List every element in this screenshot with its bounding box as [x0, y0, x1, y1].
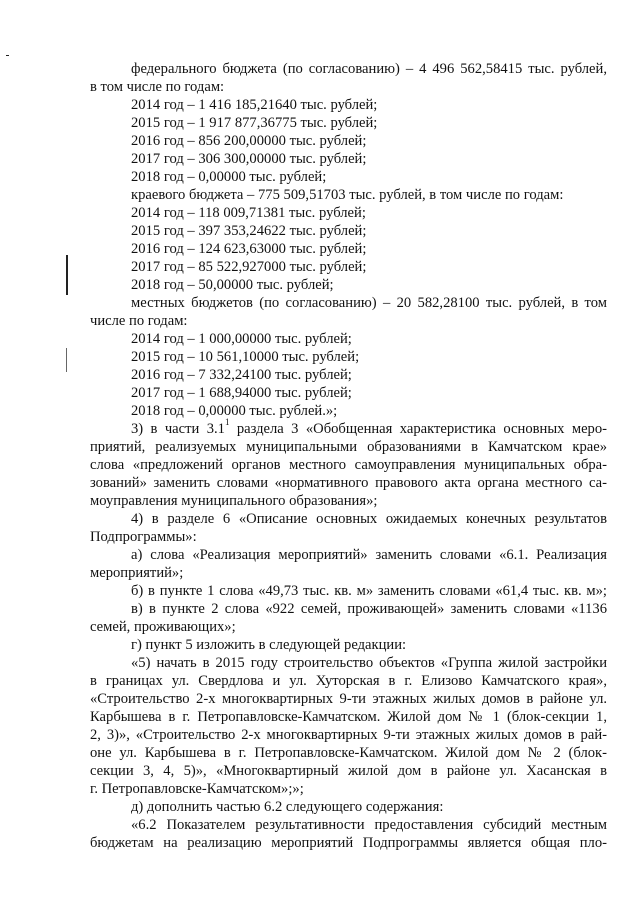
text-line: б) в пункте 1 слова «49,73 тыс. кв. м» заменить словами «61,4 тыс. кв. м»;	[131, 583, 607, 599]
margin-mark-lower	[66, 348, 67, 372]
text-line: «5) начать в 2015 году строительство объектов «Группа жилой застройки	[131, 655, 607, 671]
text-line-start: 3) в части 3.1	[131, 421, 225, 437]
text-line: 4) в разделе 6 «Описание основных ожидаемых конечных результатов	[131, 511, 607, 527]
text-line: 2016 год – 856 200,00000 тыс. рублей;	[131, 133, 367, 149]
text-line: д) дополнить частью 6.2 следующего содержания:	[131, 799, 444, 815]
margin-mark-top	[6, 55, 9, 56]
text-line: Карбышева в г. Петропавловске-Камчатском. Жилой дом № 1 (блок-секции 1,	[90, 709, 607, 725]
text-line: в) в пункте 2 слова «922 семей, проживающей» заменить словами «1136	[131, 601, 607, 617]
text-line: федерального бюджета (по согласованию) – 4 496 562,58415 тыс. рублей,	[131, 61, 607, 77]
text-line	[131, 417, 607, 438]
text-line: бюджетам на реализацию мероприятий Подпрограммы является общая пло-	[90, 835, 607, 851]
text-line: 2018 год – 50,00000 тыс. рублей;	[131, 277, 334, 293]
text-line: 2018 год – 0,00000 тыс. рублей;	[131, 169, 327, 185]
text-line: «Строительство 2-х многоквартирных 9-ти этажных жилых домов в районе ул.	[90, 691, 607, 707]
text-line: слова «предложений органов местного самоуправления муниципальных обра-	[90, 457, 607, 473]
text-line: числе по годам:	[90, 313, 188, 329]
text-line: краевого бюджета – 775 509,51703 тыс. рублей, в том числе по годам:	[131, 187, 564, 203]
text-line: 2014 год – 1 000,00000 тыс. рублей;	[131, 331, 352, 347]
text-line: 2015 год – 1 917 877,36775 тыс. рублей;	[131, 115, 378, 131]
superscript: 1	[224, 417, 230, 428]
text-line: местных бюджетов (по согласованию) – 20 582,28100 тыс. рублей, в том	[131, 295, 607, 311]
text-line: 2014 год – 118 009,71381 тыс. рублей;	[131, 205, 366, 221]
text-line: 2014 год – 1 416 185,21640 тыс. рублей;	[131, 97, 378, 113]
text-line: мероприятий»;	[90, 565, 184, 581]
text-line: секции 3, 4, 5)», «Многоквартирный жилой дом в районе ул. Хасанская в	[90, 763, 607, 779]
text-line: а) слова «Реализация мероприятий» заменить словами «6.1. Реализация	[131, 547, 607, 563]
text-line: 2, 3)», «Строительство 2-х многоквартирных 9-ти этажных жилых домов в рай-	[90, 727, 607, 743]
text-line: 2015 год – 397 353,24622 тыс. рублей;	[131, 223, 367, 239]
text-line: 2017 год – 1 688,94000 тыс. рублей;	[131, 385, 352, 401]
text-line: 2018 год – 0,00000 тыс. рублей.»;	[131, 403, 338, 419]
text-line-rest: раздела 3 «Обобщенная характеристика основных меро-	[229, 421, 607, 437]
text-line: в границах ул. Свердлова и ул. Хуторская в г. Елизово Камчатского края»,	[90, 673, 607, 689]
text-line: Подпрограммы»:	[90, 529, 197, 545]
text-line: 2015 год – 10 561,10000 тыс. рублей;	[131, 349, 360, 365]
text-line: зований» заменить словами «нормативного правового акта органа местного са-	[90, 475, 607, 491]
text-line: в том числе по годам:	[90, 79, 225, 95]
text-line: семей, проживающих»;	[90, 619, 236, 635]
text-line: моуправления муниципального образования»;	[90, 493, 378, 509]
margin-mark-middle	[66, 255, 68, 295]
text-line: 2017 год – 306 300,00000 тыс. рублей;	[131, 151, 367, 167]
text-line: 2017 год – 85 522,927000 тыс. рублей;	[131, 259, 367, 275]
text-line: «6.2 Показателем результативности предоставления субсидий местным	[131, 817, 607, 833]
text-line: 2016 год – 124 623,63000 тыс. рублей;	[131, 241, 367, 257]
text-line: оне ул. Карбышева в г. Петропавловске-Камчатском. Жилой дом № 2 (блок-	[90, 745, 607, 761]
text-line: г. Петропавловске-Камчатском»;»;	[90, 781, 304, 797]
text-line: приятий, реализуемых муниципальными образованиями в Камчатском крае»	[90, 439, 607, 455]
text-line: 2016 год – 7 332,24100 тыс. рублей;	[131, 367, 352, 383]
text-line: г) пункт 5 изложить в следующей редакции:	[131, 637, 407, 653]
